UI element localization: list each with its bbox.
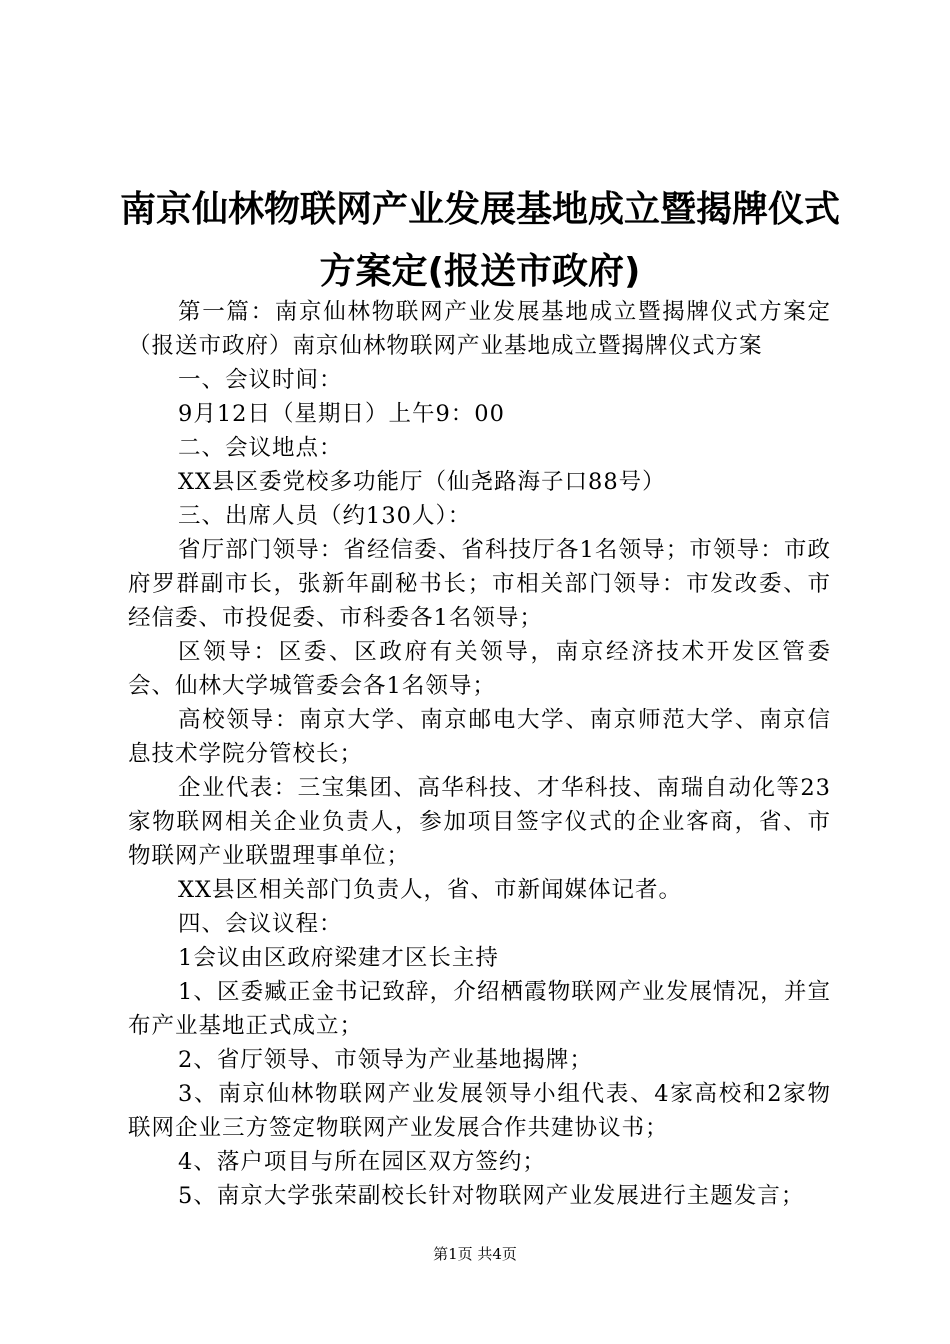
paragraph: 9月12日（星期日）上午9：00	[178, 401, 505, 427]
paragraph: 3、南京仙林物联网产业发展领导小组代表、4家高校和2家物联网企业三方签定物联网产业发展合作共建协议书；	[128, 1081, 831, 1141]
paragraph: 省厅部门领导：省经信委、省科技厅各1名领导；市领导：市政府罗群副市长，张新年副秘书长；市相关部门领导：市发改委、市经信委、市投促委、市科委各1名领导；	[128, 537, 831, 631]
document-title-line-1: 南京仙林物联网产业发展基地成立暨揭牌仪式	[120, 189, 841, 230]
document-body	[128, 295, 831, 1213]
paragraph: 区领导：区委、区政府有关领导，南京经济技术开发区管委会、仙林大学城管委会各1名领导；	[128, 639, 831, 699]
paragraph: XX县区委党校多功能厅（仙尧路海子口88号）	[178, 469, 666, 495]
paragraph: 四、会议议程：	[178, 911, 343, 937]
paragraph: 5、南京大学张荣副校长针对物联网产业发展进行主题发言；	[178, 1183, 805, 1209]
paragraph: 企业代表：三宝集团、高华科技、才华科技、南瑞自动化等23家物联网相关企业负责人，参加项目签字仪式的企业客商，省、市物联网产业联盟理事单位；	[128, 775, 831, 869]
page-number-footer: 第1页 共4页	[433, 1245, 517, 1263]
paragraph: 1会议由区政府梁建才区长主持	[178, 945, 499, 971]
paragraph: 二、会议地点：	[178, 435, 343, 461]
paragraph: 一、会议时间：	[178, 367, 343, 393]
paragraph: 1、区委臧正金书记致辞，介绍栖霞物联网产业发展情况，并宣布产业基地正式成立；	[128, 979, 831, 1039]
paragraph: XX县区相关部门负责人，省、市新闻媒体记者。	[178, 877, 683, 903]
paragraph: 第一篇：南京仙林物联网产业发展基地成立暨揭牌仪式方案定（报送市政府）南京仙林物联网产业基地成立暨揭牌仪式方案	[128, 299, 831, 359]
paragraph: 高校领导：南京大学、南京邮电大学、南京师范大学、南京信息技术学院分管校长；	[128, 707, 831, 767]
document-title-line-2: 方案定(报送市政府)	[319, 251, 641, 292]
paragraph: 4、落户项目与所在园区双方签约；	[178, 1149, 546, 1175]
paragraph: 2、省厅领导、市领导为产业基地揭牌；	[178, 1047, 593, 1073]
paragraph: 三、出席人员（约130人）：	[178, 503, 472, 529]
